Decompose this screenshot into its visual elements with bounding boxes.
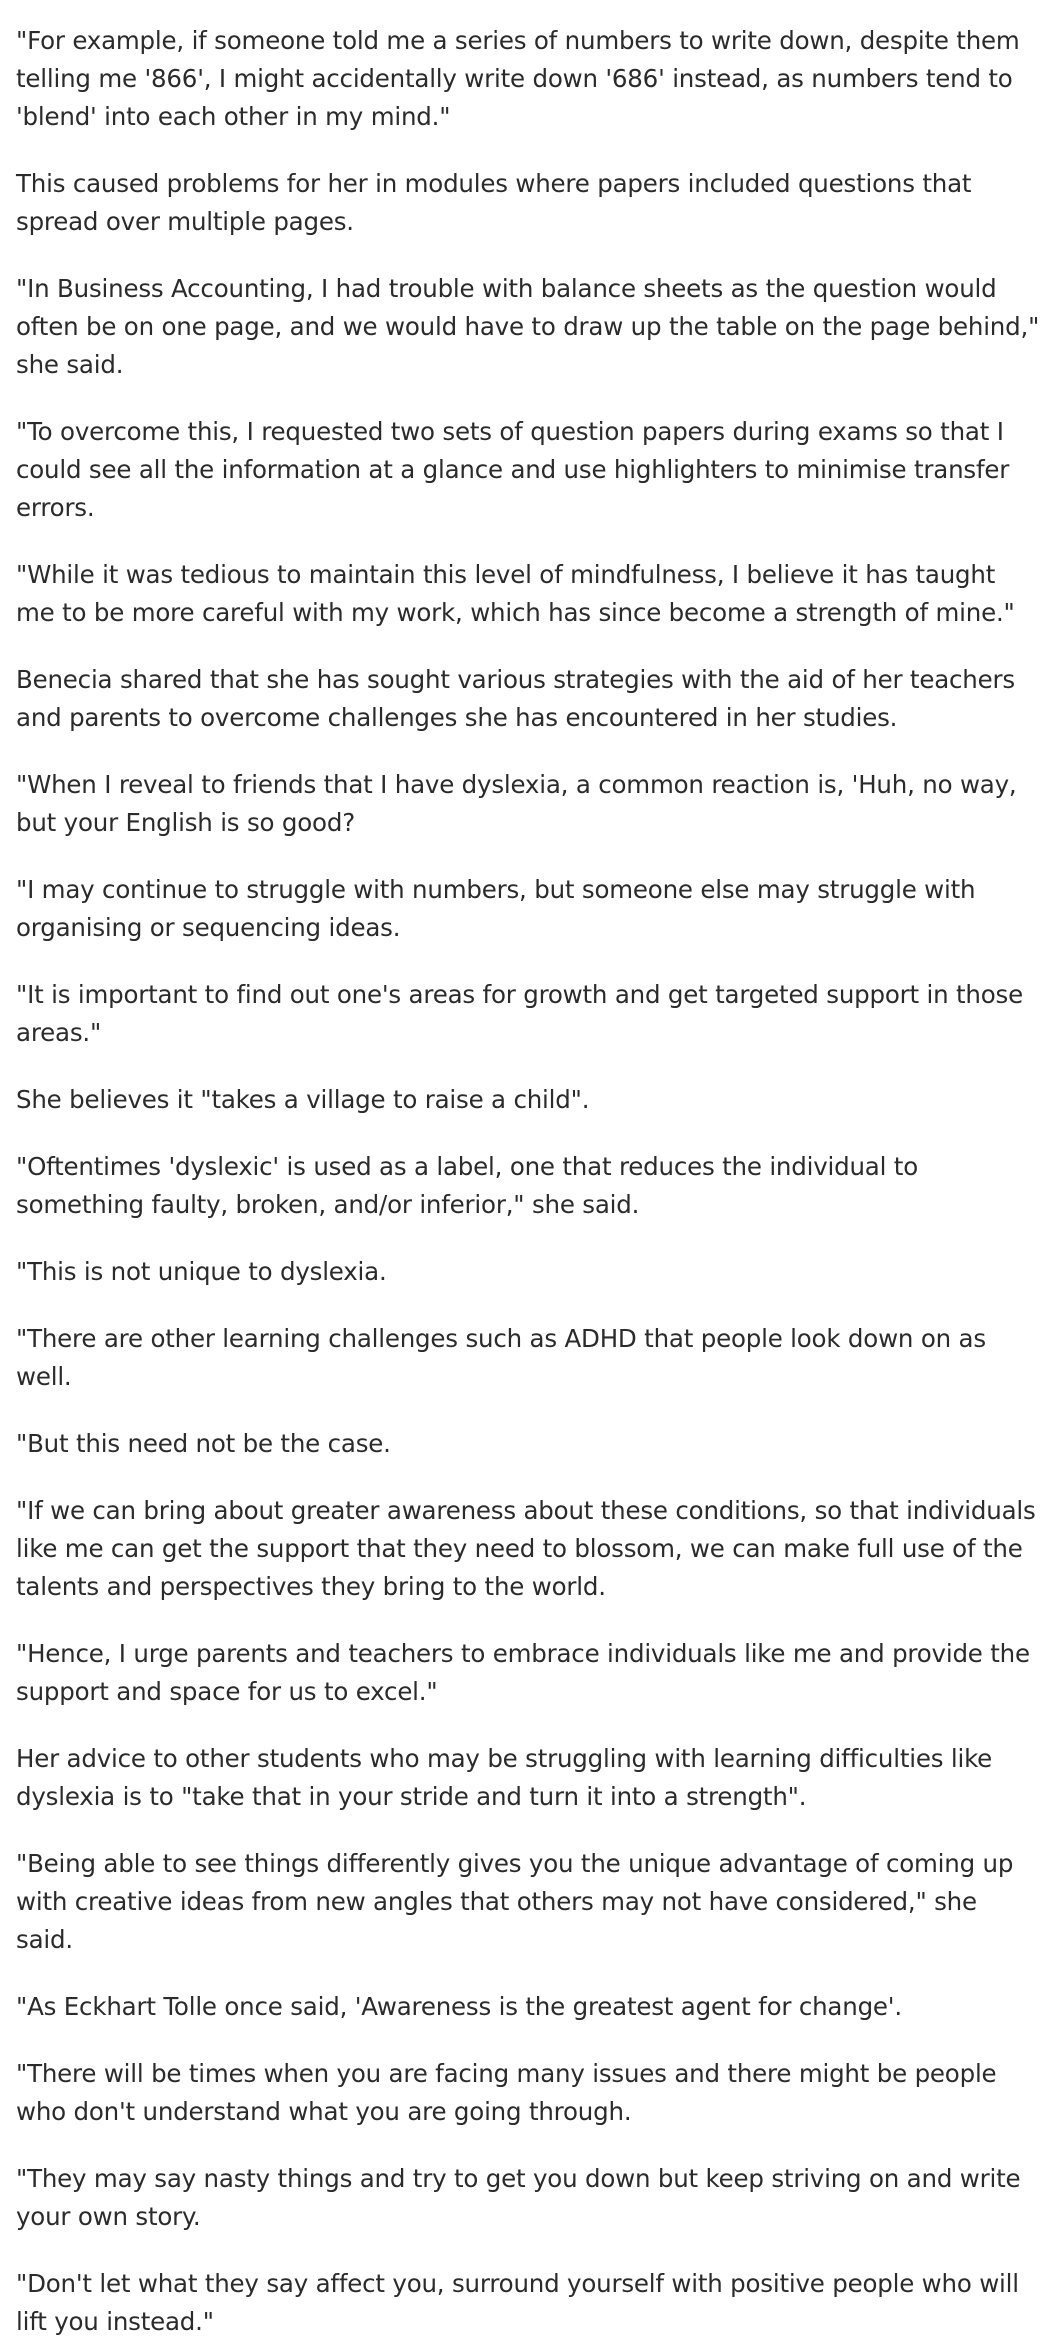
paragraph-4: "To overcome this, I requested two sets of question papers during exams so that I could see all the information at a glance and use highlighters to minimise transfer errors. bbox=[16, 417, 1010, 522]
paragraph-9: "It is important to find out one's areas for growth and get targeted support in those areas." bbox=[16, 980, 1023, 1047]
paragraph-17: Her advice to other students who may be struggling with learning difficulties like dyslexia is to "take that in your stride and turn it into a strength". bbox=[16, 1744, 993, 1811]
paragraph-1: "For example, if someone told me a series of numbers to write down, despite them telling me '866', I might accidentally write down '686' instead, as numbers tend to 'blend' into each other in my mind." bbox=[16, 26, 1020, 131]
paragraph-11: "Oftentimes 'dyslexic' is used as a label, one that reduces the individual to something faulty, broken, and/or inferior," she said. bbox=[16, 1152, 918, 1219]
paragraph-19: "As Eckhart Tolle once said, 'Awareness is the greatest agent for change'. bbox=[16, 1992, 902, 2021]
article-body bbox=[16, 22, 1040, 2341]
paragraph-18: "Being able to see things differently gives you the unique advantage of coming up with creative ideas from new angles that others may not have considered," she said. bbox=[16, 1849, 1014, 1954]
paragraph-16: "Hence, I urge parents and teachers to embrace individuals like me and provide the support and space for us to excel." bbox=[16, 1639, 1030, 1706]
paragraph-13: "There are other learning challenges such as ADHD that people look down on as well. bbox=[16, 1324, 986, 1391]
paragraph-2: This caused problems for her in modules where papers included questions that spread over multiple pages. bbox=[16, 169, 972, 236]
paragraph-7: "When I reveal to friends that I have dyslexia, a common reaction is, 'Huh, no way, but your English is so good? bbox=[16, 770, 1017, 837]
paragraph-21: "They may say nasty things and try to get you down but keep striving on and write your own story. bbox=[16, 2164, 1021, 2231]
paragraph-8: "I may continue to struggle with numbers, but someone else may struggle with organising or sequencing ideas. bbox=[16, 875, 976, 942]
paragraph-12: "This is not unique to dyslexia. bbox=[16, 1257, 387, 1286]
paragraph-3: "In Business Accounting, I had trouble with balance sheets as the question would often be on one page, and we would have to draw up the table on the page behind," she said. bbox=[16, 274, 1040, 379]
paragraph-22: "Don't let what they say affect you, surround yourself with positive people who will lift you instead." bbox=[16, 2269, 1019, 2336]
paragraph-10: She believes it "takes a village to raise a child". bbox=[16, 1085, 590, 1114]
paragraph-20: "There will be times when you are facing many issues and there might be people who don't understand what you are going through. bbox=[16, 2059, 997, 2126]
paragraph-6: Benecia shared that she has sought various strategies with the aid of her teachers and parents to overcome challenges she has encountered in her studies. bbox=[16, 665, 1015, 732]
paragraph-15: "If we can bring about greater awareness about these conditions, so that individuals like me can get the support that they need to blossom, we can make full use of the talents and perspectives they bring to the world. bbox=[16, 1496, 1036, 1601]
paragraph-14: "But this need not be the case. bbox=[16, 1429, 391, 1458]
paragraph-5: "While it was tedious to maintain this level of mindfulness, I believe it has taught me to be more careful with my work, which has since become a strength of mine." bbox=[16, 560, 1015, 627]
